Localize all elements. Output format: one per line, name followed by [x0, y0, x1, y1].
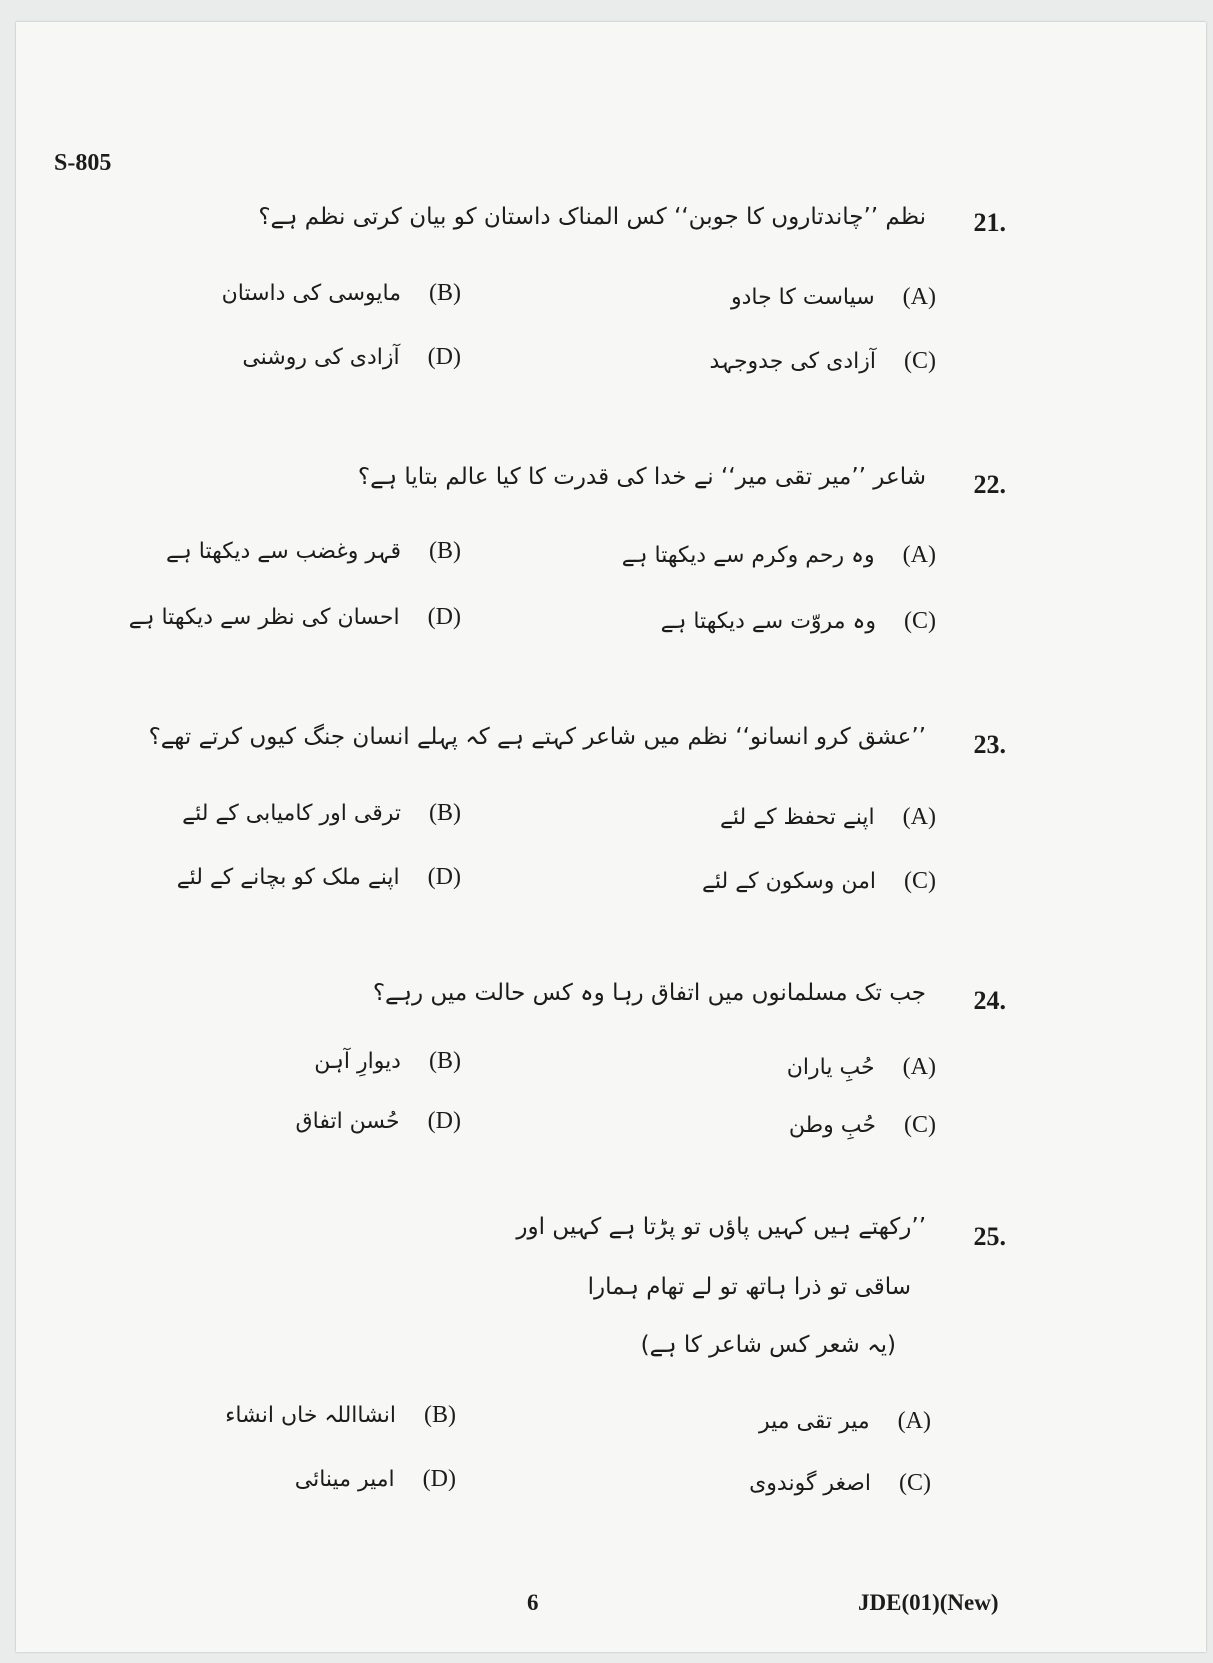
question-25-option-d [295, 1466, 456, 1493]
option-text: انشااللہ خاں انشاء [225, 1403, 396, 1428]
option-text: اپنے تحفظ کے لئے [719, 805, 875, 830]
question-25-option-a [759, 1408, 931, 1435]
option-letter: (A) [902, 804, 936, 830]
question-22-option-b [166, 538, 461, 565]
paper-code: JDE(01)(New) [858, 1590, 999, 1615]
option-text: احسان کی نظر سے دیکھتا ہے [128, 605, 400, 630]
option-letter: (B) [428, 280, 461, 306]
question-24-option-d [296, 1108, 461, 1135]
question-24-option-c [789, 1112, 936, 1139]
question-21-option-b [222, 280, 461, 307]
option-text: وہ مروّت سے دیکھتا ہے [660, 609, 876, 634]
question-23-option-b [182, 800, 461, 827]
question-24-number: 24. [973, 986, 1006, 1015]
option-letter: (D) [422, 1466, 456, 1492]
question-22-text: شاعر ’’میر تقی میر‘‘ نے خدا کی قدرت کا کیا عالم بتایا ہے؟ [357, 464, 926, 490]
question-23-option-d [177, 864, 461, 891]
option-letter: (D) [427, 1108, 461, 1134]
option-letter: (A) [897, 1408, 931, 1434]
option-letter: (A) [902, 542, 936, 568]
option-text: میر تقی میر [758, 1409, 870, 1434]
option-text: امن وسکون کے لئے [702, 869, 876, 894]
option-text: حُبِ یاران [786, 1055, 875, 1080]
question-23-number: 23. [973, 730, 1006, 759]
option-text: ترقی اور کامیابی کے لئے [182, 801, 401, 826]
question-25-line-1: ’’رکھتے ہیں کہیں پاؤں تو پڑتا ہے کہیں اور [516, 1214, 926, 1240]
option-letter: (C) [898, 1470, 931, 1496]
option-text: دیوارِ آہن [314, 1049, 401, 1074]
option-text: حُسن اتفاق [295, 1109, 400, 1134]
question-25-line-2: ساقی تو ذرا ہاتھ تو لے تھام ہمارا [587, 1274, 911, 1300]
question-21-option-d [242, 344, 461, 371]
option-letter: (A) [902, 284, 936, 310]
question-21-option-a [731, 284, 936, 311]
option-letter: (C) [903, 868, 936, 894]
option-letter: (D) [427, 344, 461, 370]
question-22-option-a [622, 542, 936, 569]
option-letter: (B) [428, 538, 461, 564]
page-number: 6 [527, 1590, 539, 1615]
option-text: وہ رحم وکرم سے دیکھتا ہے [621, 543, 875, 568]
exam-page [16, 22, 1206, 1652]
option-letter: (B) [428, 800, 461, 826]
option-letter: (B) [428, 1048, 461, 1074]
option-letter: (C) [903, 608, 936, 634]
option-letter: (D) [427, 864, 461, 890]
question-23-option-c [702, 868, 936, 895]
question-23-text: ’’عشق کرو انسانو‘‘ نظم میں شاعر کہتے ہے کہ پہلے انسان جنگ کیوں کرتے تھے؟ [148, 724, 926, 750]
option-text: حُبِ وطن [788, 1113, 876, 1138]
option-letter: (A) [902, 1054, 936, 1080]
question-22-option-d [129, 604, 461, 631]
question-24-text: جب تک مسلمانوں میں اتفاق رہا وہ کس حالت میں رہے؟ [372, 980, 926, 1006]
option-letter: (D) [427, 604, 461, 630]
option-text: امیر مینائی [294, 1467, 395, 1492]
option-text: مایوسی کی داستان [221, 281, 401, 306]
question-21-number: 21. [973, 208, 1006, 237]
page-code: S-805 [54, 150, 112, 176]
option-letter: (C) [903, 348, 936, 374]
option-text: اپنے ملک کو بچانے کے لئے [176, 865, 400, 890]
option-text: سیاست کا جادو [730, 285, 875, 310]
question-24-option-b [314, 1048, 461, 1075]
question-21-option-c [710, 348, 937, 375]
question-23-option-a [720, 804, 936, 831]
question-24-option-a [787, 1054, 936, 1081]
option-letter: (B) [423, 1402, 456, 1428]
option-letter: (C) [903, 1112, 936, 1138]
question-22-number: 22. [973, 470, 1006, 499]
option-text: آزادی کی جدوجہد [709, 349, 876, 374]
option-text: قہر وغضب سے دیکھتا ہے [165, 539, 401, 564]
option-text: آزادی کی روشنی [242, 345, 400, 370]
question-25-line-3: (یہ شعر کس شاعر کا ہے) [640, 1332, 896, 1358]
question-22-option-c [661, 608, 936, 635]
question-25-option-c [749, 1470, 931, 1497]
question-25-option-b [225, 1402, 456, 1429]
question-21-text: نظم ’’چاندتاروں کا جوبن‘‘ کس المناک داستان کو بیان کرتی نظم ہے؟ [258, 204, 926, 230]
question-25-number: 25. [973, 1222, 1006, 1251]
option-text: اصغر گوندوی [749, 1471, 871, 1496]
